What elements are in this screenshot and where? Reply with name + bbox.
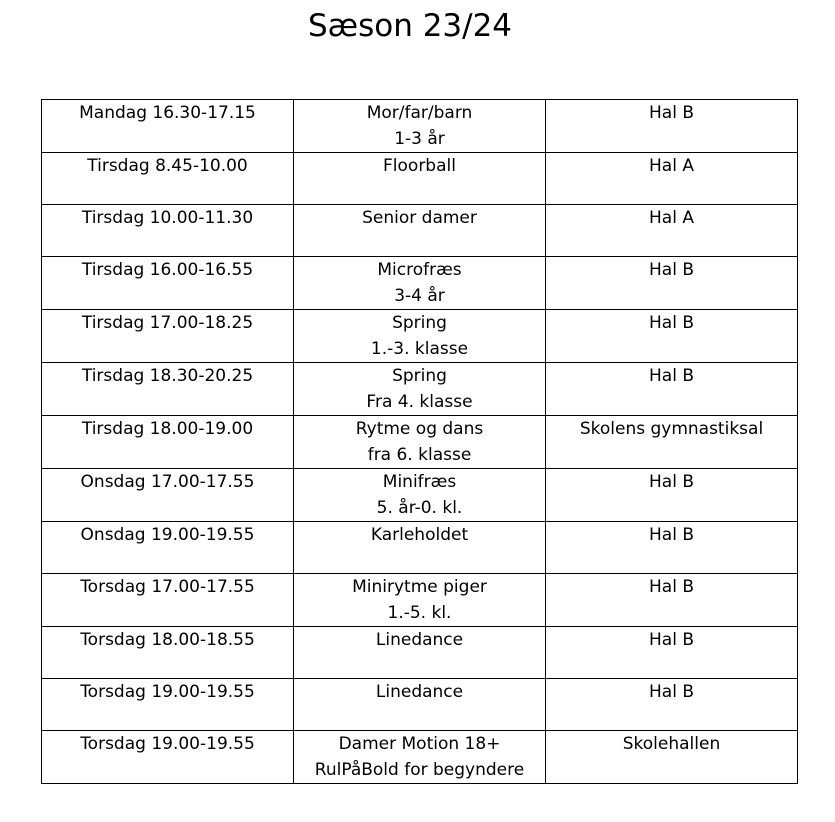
table-row [42,469,798,522]
location-cell [546,257,798,310]
table-row [42,679,798,731]
location-cell [546,469,798,522]
location-text: Skolehallen [622,734,721,754]
table-row [42,310,798,363]
location-text: Hal B [649,525,694,545]
time-text: Tirsdag 8.45-10.00 [87,156,248,176]
location-text: Hal B [649,577,694,597]
activity-text: 5. år-0. kl. [376,498,463,518]
time-cell [42,205,294,257]
activity-cell [294,574,546,627]
time-text: Torsdag 19.00-19.55 [80,734,255,754]
activity-cell [294,205,546,257]
activity-cell [294,100,546,153]
activity-cell [294,469,546,522]
activity-text: RulPåBold for begyndere [314,760,525,780]
time-text: Torsdag 18.00-18.55 [80,630,255,650]
table-row [42,363,798,416]
time-text: Tirsdag 16.00-16.55 [81,260,254,280]
table-row [42,153,798,205]
activity-text: Spring [392,313,447,333]
activity-text: Floorball [383,156,456,176]
time-text: Onsdag 17.00-17.55 [80,472,255,492]
time-text: Tirsdag 18.00-19.00 [81,419,254,439]
location-cell [546,522,798,574]
activity-text: 1.-3. klasse [370,339,469,359]
activity-cell [294,363,546,416]
activity-text: Linedance [375,682,464,702]
location-cell [546,310,798,363]
location-text: Hal B [649,630,694,650]
time-text: Torsdag 17.00-17.55 [80,577,255,597]
location-text: Hal B [649,682,694,702]
location-text: Hal A [649,156,694,176]
activity-text: Mor/far/barn [366,103,473,123]
activity-text: Fra 4. klasse [366,392,473,412]
time-cell [42,416,294,469]
time-cell [42,310,294,363]
activity-text: 1.-5. kl. [387,603,452,623]
time-text: Onsdag 19.00-19.55 [80,525,255,545]
activity-text: Linedance [375,630,464,650]
time-cell [42,731,294,784]
location-cell [546,416,798,469]
time-text: Tirsdag 18.30-20.25 [81,366,254,386]
time-cell [42,100,294,153]
table-row [42,100,798,153]
activity-text: 1-3 år [394,129,445,149]
activity-cell [294,731,546,784]
table-row [42,205,798,257]
time-text: Tirsdag 17.00-18.25 [81,313,254,333]
activity-text: Minirytme piger [352,577,487,597]
activity-cell [294,627,546,679]
activity-text: fra 6. klasse [367,445,472,465]
activity-cell [294,416,546,469]
time-text: Mandag 16.30-17.15 [79,103,256,123]
activity-cell [294,522,546,574]
time-cell [42,522,294,574]
location-cell [546,100,798,153]
time-cell [42,574,294,627]
activity-cell [294,153,546,205]
activity-cell [294,310,546,363]
time-cell [42,153,294,205]
location-text: Hal B [649,366,694,386]
location-cell [546,627,798,679]
activity-text: Senior damer [362,208,477,228]
activity-text: Minifræs [382,472,457,492]
table-row [42,731,798,784]
table-row [42,522,798,574]
table-row [42,416,798,469]
time-cell [42,363,294,416]
table-row [42,257,798,310]
location-text: Hal B [649,103,694,123]
time-cell [42,627,294,679]
location-cell [546,574,798,627]
activity-cell [294,257,546,310]
activity-text: Rytme og dans [355,419,484,439]
location-text: Hal B [649,313,694,333]
activity-text: Microfræs [377,260,462,280]
time-cell [42,469,294,522]
location-text: Hal B [649,472,694,492]
activity-text: Karleholdet [370,525,469,545]
time-cell [42,679,294,731]
location-cell [546,205,798,257]
schedule-table [41,99,798,784]
location-text: Skolens gymnastiksal [579,419,764,439]
schedule-body [42,100,798,784]
table-row [42,574,798,627]
location-cell [546,363,798,416]
activity-text: Damer Motion 18+ [338,734,501,754]
time-cell [42,257,294,310]
location-cell [546,679,798,731]
location-text: Hal A [649,208,694,228]
location-text: Hal B [649,260,694,280]
time-text: Tirsdag 10.00-11.30 [81,208,254,228]
location-cell [546,731,798,784]
activity-text: 3-4 år [394,286,445,306]
time-text: Torsdag 19.00-19.55 [80,682,255,702]
page-title: Sæson 23/24 [307,8,513,44]
location-cell [546,153,798,205]
activity-cell [294,679,546,731]
table-row [42,627,798,679]
activity-text: Spring [392,366,447,386]
